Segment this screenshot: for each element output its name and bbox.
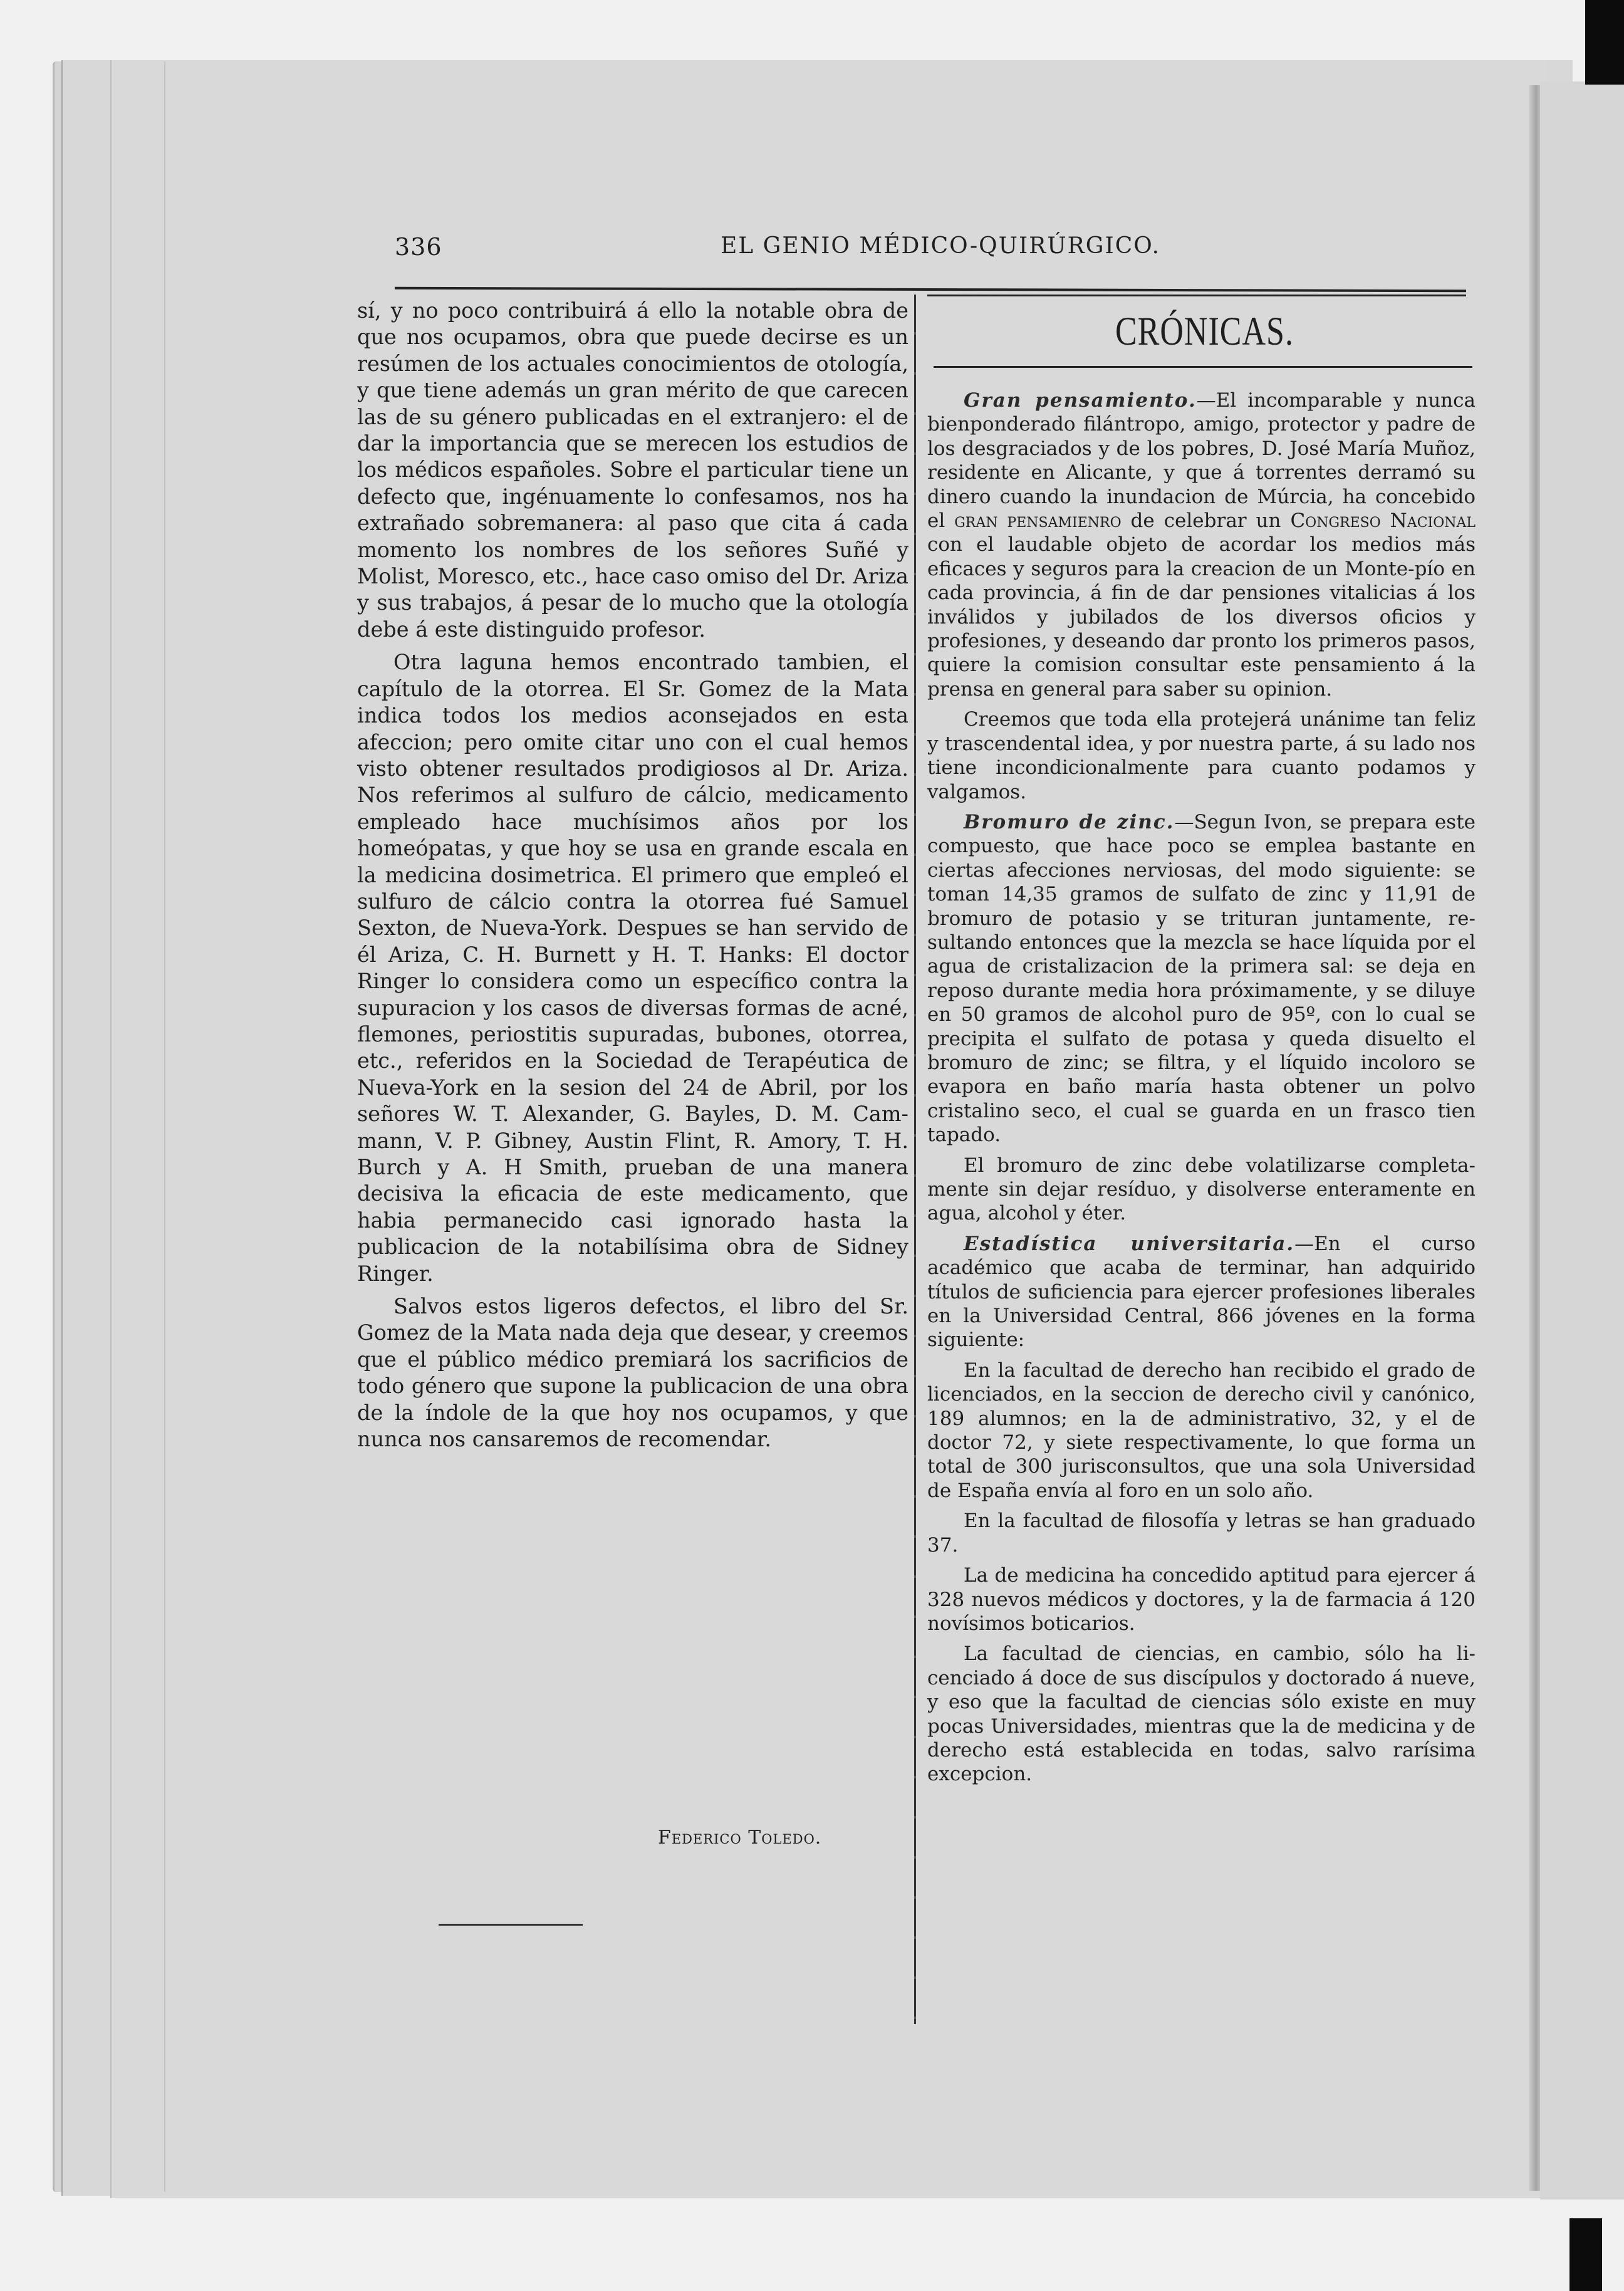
paragraph: En la facultad de derecho han recibido el grado de licenciados, en la seccion de derecho civil y canónico, 189 alumnos; en la de administrativo, 32, y el de doctor 72, y siete respectivamente, lo que forma un total de 300 jurisconsultos, que una sola Universidad de España envía al foro en un solo año. — [927, 1359, 1476, 1502]
section-rule-top — [927, 295, 1466, 296]
book-gutter — [1529, 85, 1541, 2191]
paragraph-text: —Segun Ivon, se prepara este compuesto, que hace poco se emplea bastante en ciertas afecciones nerviosas, del modo siguiente: se toman 14,35 gramos de sulfato de zinc y 11,91 de bromuro de potasio y se trituran juntamente, resultando entonces que la mezcla se hace líquida por el agua de cristalizacion de la primera sal: se deja en reposo durante media hora próximamente, y se diluye en 50 gramos de alcohol puro de 95º, con lo cual se precipita el sulfato de potasa y queda disuelto el bromuro de zinc; se filtra, y el líquido incoloro se evapora en baño maría hasta obtener un polvo cristalino seco, el cual se guarda en un frasco tien tapado. — [927, 810, 1476, 1147]
paragraph: Salvos estos ligeros defectos, el libro del Sr. Gomez de la Mata nada deja que desear, y creemos que el público médico premiará los sacrificios de todo género que supone la publicacion de una obra de la índole de la que hoy nos ocupamos, y que nunca nos cansaremos de recomendar. — [357, 1294, 908, 1452]
paragraph: Otra laguna hemos encontrado tambien, el capítulo de la otorrea. El Sr. Gomez de la Mata indica todos los medios aconsejados en esta afeccion; pero omite citar uno con el cual hemos visto obtener resultados prodigiosos al Dr. Ariza. Nos referimos al sulfuro de cálcio, medicamento empleado hace muchísimos años por los homeópatas, y que hoy se usa en grande escala en la medicina dosimetrica. El primero que empleó el sulfuro de cálcio contra la otorrea fué Samuel Sexton, de Nueva-York. Despues se han servido de él Ariza, C. H. Burnett y H. T. Hanks: El doctor Ringer lo considera como un específico contra la supuracion y los casos de diversas formas de acné, flemones, periostitis supuradas, bubones, otorrea, etc., referidos en la Sociedad de Terapéutica de Nueva-York en la sesion del 24 de Abril, por los señores W. T. Alexander, G. Bayles, D. M. Cammann, V. P. Gibney, Austin Flint, R. Amory, T. H. Burch y A. H Smith, prueban de una manera decisiva la eficacia de este medicamento, que habia permanecido casi ignorado hasta la publicacion de la notabilísima obra de Sidney Ringer. — [357, 650, 908, 1286]
article-end-rule — [439, 1924, 583, 1926]
section-rule-bottom — [934, 366, 1472, 368]
paragraph: La facultad de ciencias, en cambio, sólo ha licenciado á doce de sus discípulos y doctorado á nueve, y eso que la facultad de ciencias sólo existe en muy pocas Universidades, mientras que la de medicina y de derecho está establecida en todas, salvo rarísima excepcion. — [927, 1642, 1476, 1786]
chronicle-estadistica-universitaria — [927, 1232, 1476, 1352]
background-gap-top — [1585, 0, 1624, 85]
paragraph-text: de celebrar un — [1121, 509, 1291, 533]
paragraph: La de medicina ha concedido aptitud para ejercer á 328 nuevos médicos y doctores, y la de farmacia á 120 novísimos boticarios. — [927, 1564, 1476, 1635]
section-title: CRÓNICAS. — [1115, 309, 1294, 355]
page-fold-line — [164, 61, 165, 2192]
rubric-heading: Bromuro de zinc. — [964, 810, 1175, 833]
paragraph: Creemos que toda ella protejerá unánime tan feliz y trascendental idea, y por nuestra parte, á su lado nos tiene incondicionalmente para cuanto podamos y valgamos. — [927, 708, 1476, 803]
chronicle-bromuro-de-zinc — [927, 810, 1476, 1147]
running-head — [395, 233, 1460, 264]
background-gap-bottom — [1569, 2218, 1602, 2291]
paragraph-text: —El incomparable y nunca bienponderado filántropo, amigo, protector y padre de los desgraciados y de los pobres, D. José María Muñoz, residente en Alicante, y que á torrentes derramó su dinero cuando la inundacion de Múrcia, ha concebido el — [927, 389, 1476, 533]
page-number: 336 — [395, 233, 442, 261]
rubric-heading: Gran pensamiento. — [964, 389, 1197, 412]
paragraph-text: con el laudable objeto de acordar los medios más eficaces y seguros para la creacion de un Monte-pío en cada provincia, á fin de dar pensiones vitalicias á los inválidos y jubilados de los diversos oficios y profesiones, y deseando dar pronto los primeros pasos, quiere la comision consultar este pensamiento á la prensa en general para saber su opinion. — [927, 533, 1476, 701]
paragraph: En la facultad de filosofía y letras se han graduado 37. — [927, 1510, 1476, 1557]
facing-page-edge — [1540, 81, 1624, 2200]
column-divider — [914, 295, 916, 2024]
paragraph: sí, y no poco contribuirá á ello la notable obra de que nos ocupamos, obra que puede decirse es un resúmen de los actuales conocimientos de otología, y que tiene además un gran mérito de que carecen las de su género publicadas en el extranjero: el de dar la importancia que se merecen los estudios de los médicos españoles. Sobre el particular tiene un defecto que, ingénuamente lo confesamos, nos ha extrañado sobremanera: al paso que cita á cada momento los nombres de los señores Suñé y Molist, Moresco, etc., hace caso omiso del Dr. Ariza y sus trabajos, á pesar de lo mucho que la otología debe á este distinguido profesor. — [357, 298, 908, 642]
journal-title: EL GENIO MÉDICO-QUIRÚRGICO. — [721, 233, 1161, 259]
paragraph-text: —En el curso académico que acaba de terminar, han adquirido títulos de suficiencia para ejercer profesiones liberales en la Universidad Central, 866 jóvenes en la forma siguiente: — [927, 1232, 1476, 1352]
chronicle-gran-pensamiento — [927, 389, 1476, 701]
rubric-heading: Estadística universitaria. — [964, 1232, 1295, 1255]
small-caps-text: gran pensamienro — [954, 509, 1122, 533]
author-signature: Federico Toledo. — [658, 1827, 822, 1849]
paragraph: El bromuro de zinc debe volatilizarse completamente sin dejar resíduo, y disolverse enteramente en agua, alcohol y éter. — [927, 1154, 1476, 1225]
small-caps-text: Congreso Nacional — [1290, 509, 1476, 533]
left-column — [357, 298, 908, 1453]
right-column — [927, 389, 1476, 1787]
